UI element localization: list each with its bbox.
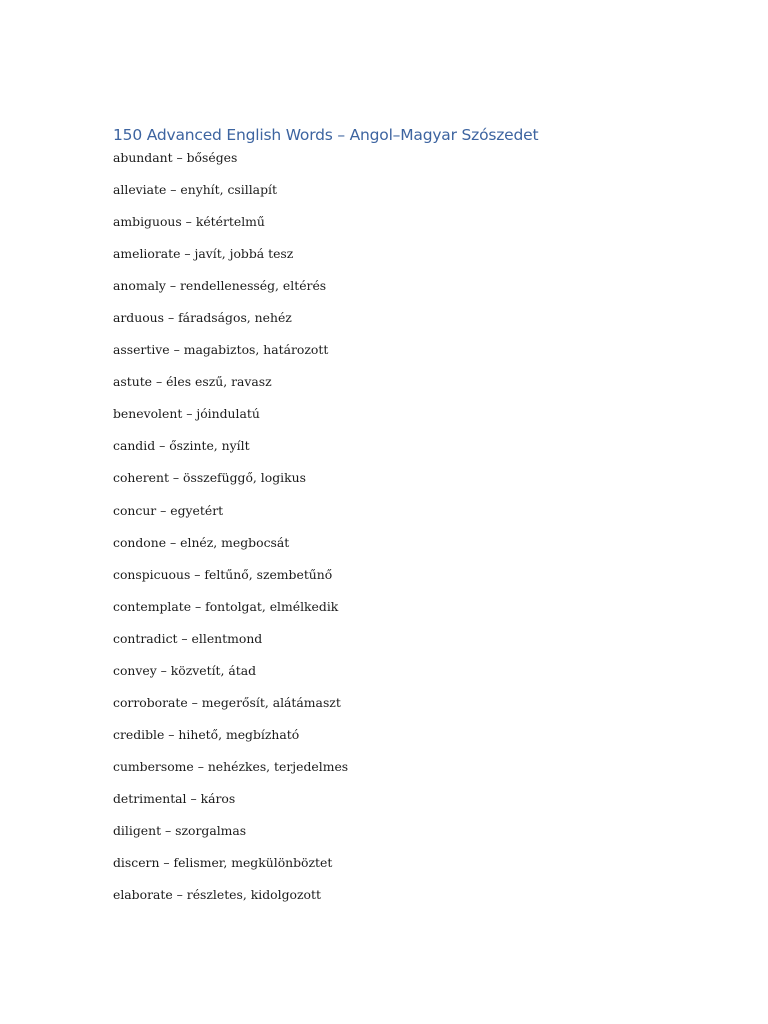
document-title: 150 Advanced English Words – Angol–Magyar Szószedet	[113, 126, 539, 144]
vocabulary-entry: candid – őszinte, nyílt	[113, 438, 250, 454]
vocabulary-entry: contemplate – fontolgat, elmélkedik	[113, 598, 339, 614]
vocabulary-entry: arduous – fáradságos, nehéz	[113, 310, 292, 326]
vocabulary-entry: anomaly – rendellenesség, eltérés	[113, 278, 327, 294]
vocabulary-entry: assertive – magabiztos, határozott	[113, 342, 329, 358]
vocabulary-list	[113, 148, 348, 917]
vocabulary-entry: alleviate – enyhít, csillapít	[113, 182, 277, 198]
vocabulary-entry: conspicuous – feltűnő, szembetűnő	[113, 566, 333, 582]
vocabulary-entry: convey – közvetít, átad	[113, 662, 257, 678]
vocabulary-entry: astute – éles eszű, ravasz	[113, 374, 272, 390]
vocabulary-entry: concur – egyetért	[113, 502, 224, 518]
vocabulary-entry: abundant – bőséges	[113, 150, 238, 165]
vocabulary-entry: elaborate – részletes, kidolgozott	[113, 887, 321, 903]
vocabulary-entry: ambiguous – kétértelmű	[113, 214, 265, 230]
vocabulary-entry: cumbersome – nehézkes, terjedelmes	[113, 758, 349, 774]
vocabulary-entry: diligent – szorgalmas	[113, 822, 247, 838]
vocabulary-entry: ameliorate – javít, jobbá tesz	[113, 246, 294, 262]
vocabulary-entry: credible – hihető, megbízható	[113, 726, 300, 742]
vocabulary-entry: benevolent – jóindulatú	[113, 406, 260, 422]
vocabulary-entry: contradict – ellentmond	[113, 630, 263, 646]
vocabulary-entry: discern – felismer, megkülönböztet	[113, 855, 333, 871]
vocabulary-entry: coherent – összefüggő, logikus	[113, 470, 306, 486]
vocabulary-entry: corroborate – megerősít, alátámaszt	[113, 694, 341, 710]
vocabulary-entry: condone – elnéz, megbocsát	[113, 534, 290, 550]
vocabulary-entry: detrimental – káros	[113, 790, 236, 806]
